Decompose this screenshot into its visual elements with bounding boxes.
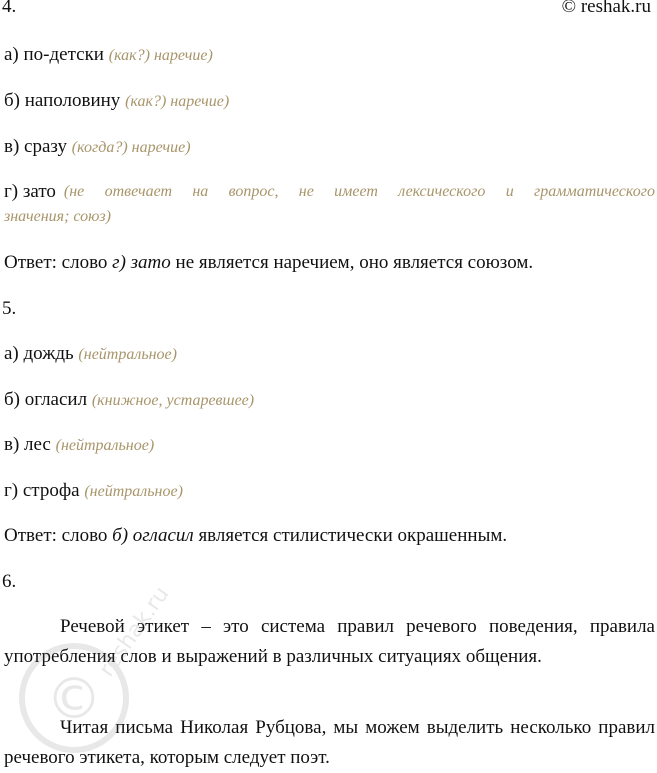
task-5-number: 5. <box>2 298 17 319</box>
item-text: г) строфа <box>4 480 80 501</box>
task-4-number: 4. <box>2 0 17 17</box>
item-note: (когда?) наречие) <box>71 139 191 156</box>
task-4-item-d-note-cont: значения; союз) <box>4 208 111 225</box>
task-4-answer <box>4 252 533 274</box>
copyright-label: © reshak.ru <box>561 0 651 17</box>
task-5-item-d <box>4 480 183 503</box>
svg-text:©: © <box>46 667 102 732</box>
answer-emphasis: б) огласил <box>112 525 194 546</box>
item-note: (как?) наречие) <box>125 93 230 110</box>
answer-post: не является наречием, оно является союзом. <box>170 252 534 273</box>
item-note: (нейтральное) <box>55 437 155 454</box>
task-5-item-a <box>4 343 177 366</box>
item-text: б) наполовину <box>4 90 121 111</box>
item-text: а) дождь <box>4 343 74 364</box>
item-text: г) зато <box>4 181 56 202</box>
item-note: (нейтральное) <box>78 346 177 363</box>
answer-emphasis: г) зато <box>112 252 171 273</box>
task-6-paragraph-2: Читая письма Николая Рубцова, мы можем выделить несколько правил речевого этикета, которым следует поэт. <box>4 717 655 768</box>
item-text: б) огласил <box>4 389 88 410</box>
task-5-item-b <box>4 389 254 412</box>
item-text: а) по-детски <box>4 44 104 65</box>
task-4-item-c <box>4 136 191 159</box>
answer-pre: Ответ: слово <box>4 525 113 546</box>
item-text: в) лес <box>4 434 51 455</box>
item-note: (нейтральное) <box>84 483 183 500</box>
answer-pre: Ответ: слово <box>4 252 113 273</box>
answer-post: является стилистически окрашенным. <box>193 525 508 546</box>
watermark-text: reshak.ru <box>94 582 175 682</box>
task-5-answer <box>4 525 507 547</box>
item-note: (не отвечает на вопрос, не имеет лексического и грамматического <box>63 183 655 200</box>
task-6-number: 6. <box>2 571 17 592</box>
task-5-item-c <box>4 434 154 457</box>
item-note: (книжное, устаревшее) <box>91 392 255 409</box>
task-6-paragraph-1: Речевой этикет – это система правил речевого поведения, правила употребления слов и выражений в различных ситуациях общения. <box>4 616 655 667</box>
task-4-item-d <box>4 181 655 203</box>
task-4-item-b <box>4 90 229 113</box>
item-text: в) сразу <box>4 136 68 157</box>
item-note: (как?) наречие) <box>108 47 213 64</box>
task-4-item-a <box>4 44 213 67</box>
